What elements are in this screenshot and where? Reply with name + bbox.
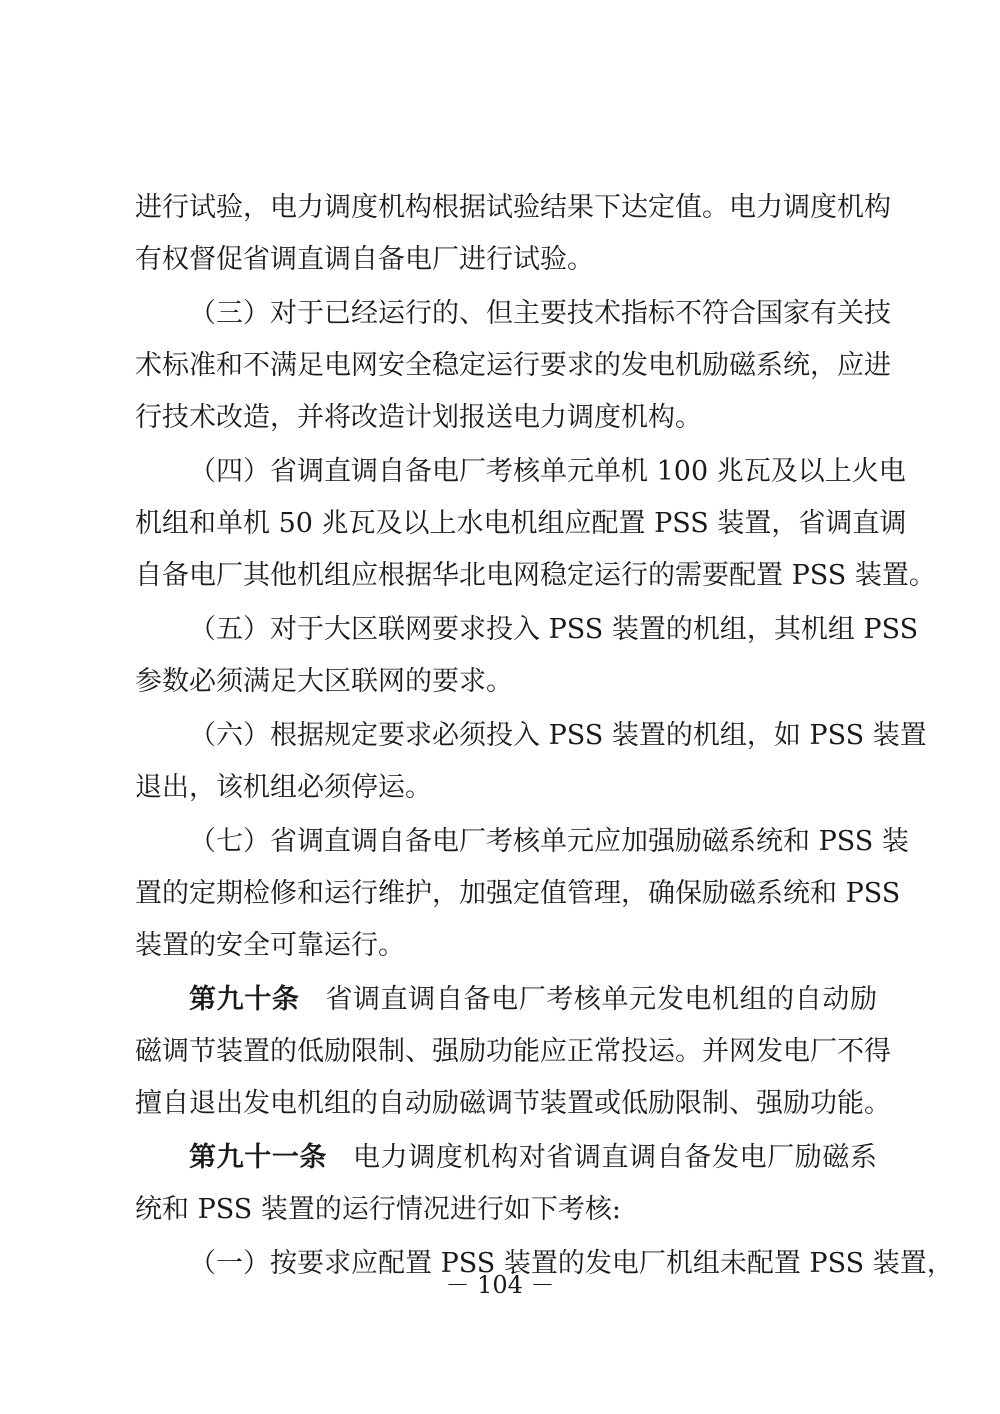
text-line: （七）省调直调自备电厂考核单元应加强励磁系统和 PSS 装 [189,826,909,857]
text-line: （六）根据规定要求必须投入 PSS 装置的机组，如 PSS 装置 [189,720,927,751]
page-number: － 104 － [445,1271,555,1299]
text-line: 行技术改造，并将改造计划报送电力调度机构。 [135,402,702,433]
text-line: 参数必须满足大区联网的要求。 [135,666,513,697]
text-line: （三）对于已经运行的、但主要技术指标不符合国家有关技 [189,298,891,329]
article-text: 电力调度机构对省调直调自备发电厂励磁系 [353,1142,878,1173]
paragraph-item-7 [135,816,909,972]
paragraph-item-5 [135,604,919,708]
text-line: （五）对于大区联网要求投入 PSS 装置的机组，其机组 PSS [189,614,919,645]
article-text: 省调直调自备电厂考核单元发电机组的自动励 [325,984,878,1015]
article-91 [135,1132,877,1236]
article-90 [135,974,891,1130]
text-line: （一）按要求应配置 PSS 装置的发电厂机组未配置 PSS 装置， [189,1248,954,1279]
text-line: 术标准和不满足电网安全稳定运行要求的发电机励磁系统，应进 [135,350,891,381]
document-body [135,182,954,1292]
article-first-line [135,1132,877,1184]
text-line: 自备电厂其他机组应根据华北电网稳定运行的需要配置 PSS 装置。 [135,560,936,591]
paragraph-item-3 [135,288,891,444]
paragraph-item-6 [135,710,927,814]
text-line: 机组和单机 50 兆瓦及以上水电机组应配置 PSS 装置，省调直调 [135,508,907,539]
paragraph-item-4 [135,446,936,602]
text-line: 退出，该机组必须停运。 [135,772,432,803]
article-first-line [135,974,877,1026]
text-line: 统和 PSS 装置的运行情况进行如下考核: [135,1194,621,1225]
paragraph-continuation [135,182,891,286]
article-label: 第九十一条 [189,1142,328,1173]
text-line: 装置的安全可靠运行。 [135,930,405,961]
text-line: 有权督促省调直调自备电厂进行试验。 [135,244,594,275]
text-line: 磁调节装置的低励限制、强励功能应正常投运。并网发电厂不得 [135,1036,891,1067]
article-label: 第九十条 [189,984,300,1015]
text-line: 进行试验，电力调度机构根据试验结果下达定值。电力调度机构 [135,192,891,223]
text-line: （四）省调直调自备电厂考核单元单机 100 兆瓦及以上火电 [189,456,906,487]
text-line: 擅自退出发电机组的自动励磁调节装置或低励限制、强励功能。 [135,1088,891,1119]
text-line: 置的定期检修和运行维护，加强定值管理，确保励磁系统和 PSS [135,878,901,909]
